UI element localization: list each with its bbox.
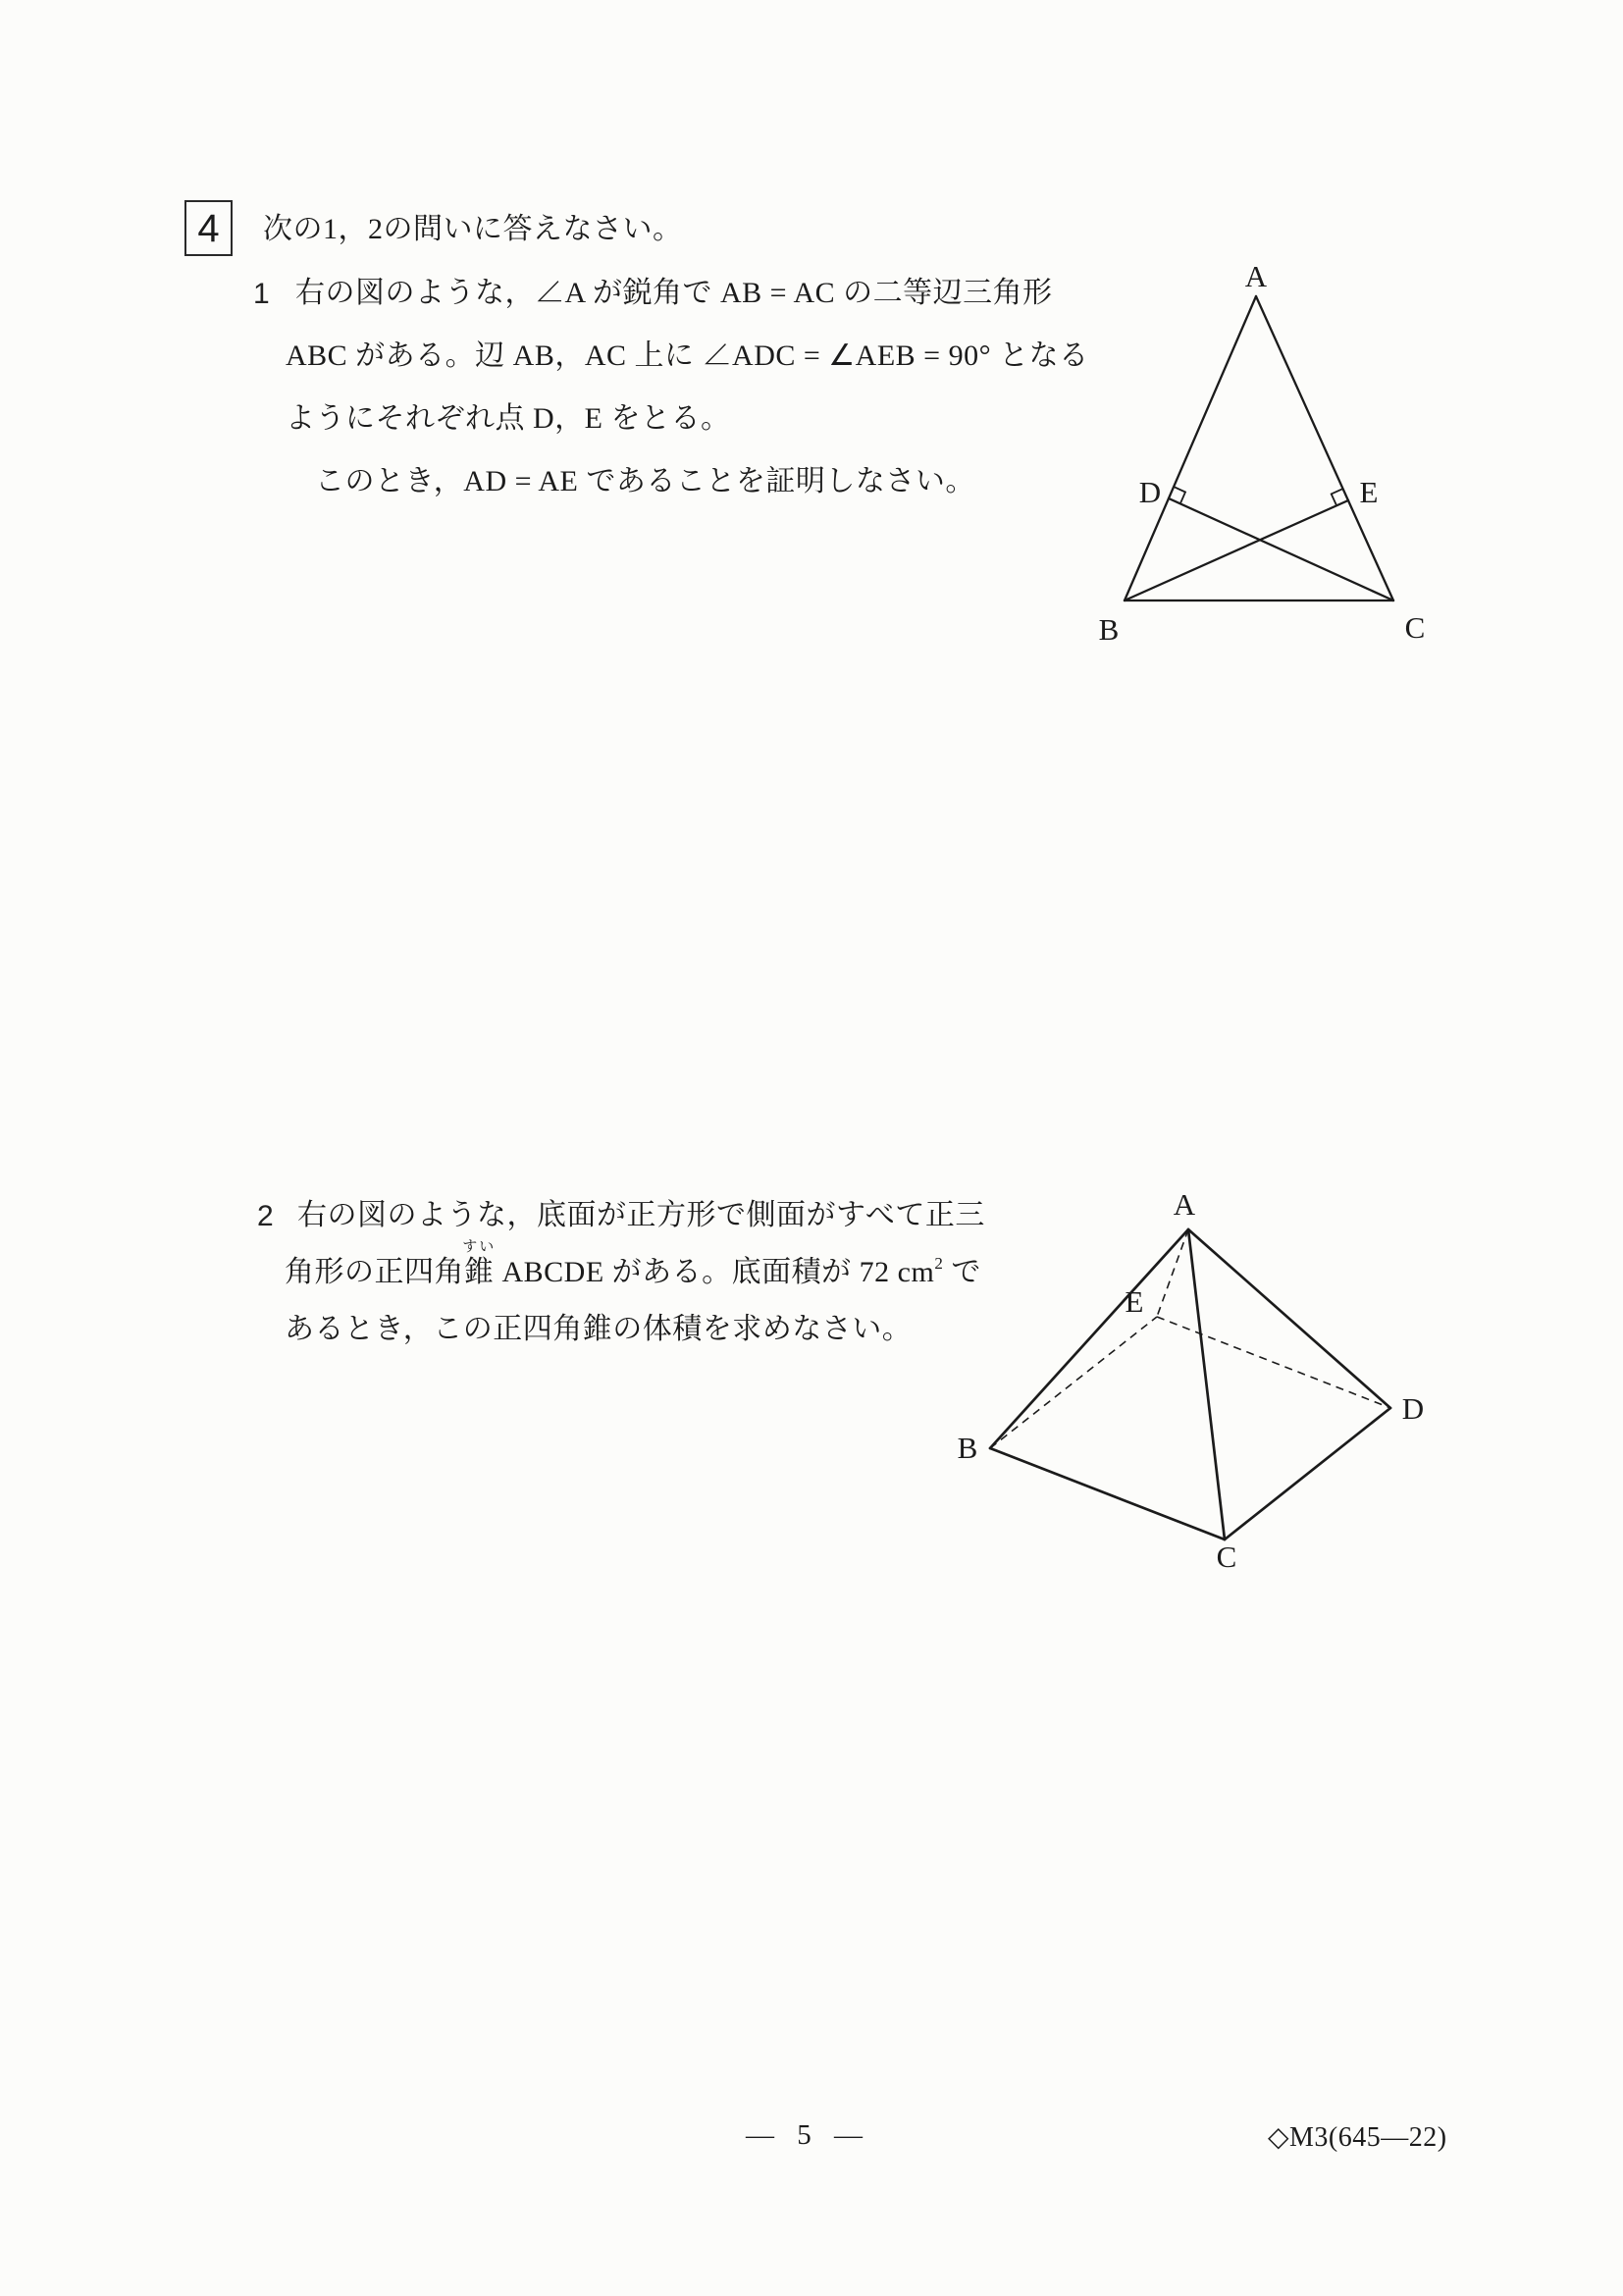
problem1-line3: ようにそれぞれ点 D，E をとる。 [286,402,731,435]
vertex-label-a: A [1244,259,1268,293]
edge-ac [1256,296,1393,600]
vertex-label-d: D [1401,1391,1425,1426]
vertex-label-b: B [957,1431,978,1465]
edge-bc [990,1448,1225,1539]
section-prompt: 次の1，2の問いに答えなさい。 [263,213,683,245]
problem2-ruby [462,1239,497,1290]
segment-dc [1169,498,1393,600]
page-number: — 5 — [746,2119,864,2151]
problem2-ruby-base: 錐 [464,1256,495,1288]
problem1-number: 1 [253,278,270,310]
problem2-line2-part-b: ABCDE がある。底面積が 72 cm [494,1256,935,1288]
triangle-figure [1060,235,1472,657]
vertex-label-b: B [1098,612,1120,647]
edge-ab [1125,296,1256,600]
vertex-label-e: E [1125,1284,1144,1319]
hidden-edge-ed [1157,1317,1390,1408]
problem2-line2-part-a: 角形の正四角 [285,1256,464,1288]
problem2-squared-exponent: 2 [934,1254,944,1273]
problem2-line1: 右の図のような，底面が正方形で側面がすべて正三 [297,1199,985,1231]
problem2-furigana: すい [462,1239,497,1255]
problem2-line3: あるとき，この正四角錐の体積を求めなさい。 [285,1313,913,1345]
pyramid-figure [922,1158,1472,1599]
point-label-e: E [1359,475,1379,509]
edge-ad [1188,1229,1390,1408]
problem2-line2-part-c: で [943,1256,981,1288]
vertex-label-c: C [1216,1539,1237,1574]
hidden-edge-be [990,1317,1157,1448]
point-label-d: D [1138,475,1162,509]
vertex-label-c: C [1404,610,1426,645]
edge-cd [1225,1408,1390,1539]
section-number: 4 [197,206,220,250]
edge-ab [990,1229,1188,1448]
problem2-line2 [285,1239,981,1290]
section-number-box [184,200,233,256]
problem2-number: 2 [257,1200,274,1232]
problem1-line1: 右の図のような，∠A が鋭角で AB = AC の二等辺三角形 [295,277,1053,309]
edge-ac [1188,1229,1225,1539]
document-code: ◇M3(645—22) [1268,2122,1447,2153]
vertex-label-a: A [1173,1187,1196,1222]
problem1-line4: このとき，AD = AE であることを証明しなさい。 [315,465,975,497]
hidden-edge-ae [1157,1229,1188,1317]
problem1-line2: ABC がある。辺 AB，AC 上に ∠ADC = ∠AEB = 90° となる [286,339,1089,372]
segment-be [1125,500,1348,600]
